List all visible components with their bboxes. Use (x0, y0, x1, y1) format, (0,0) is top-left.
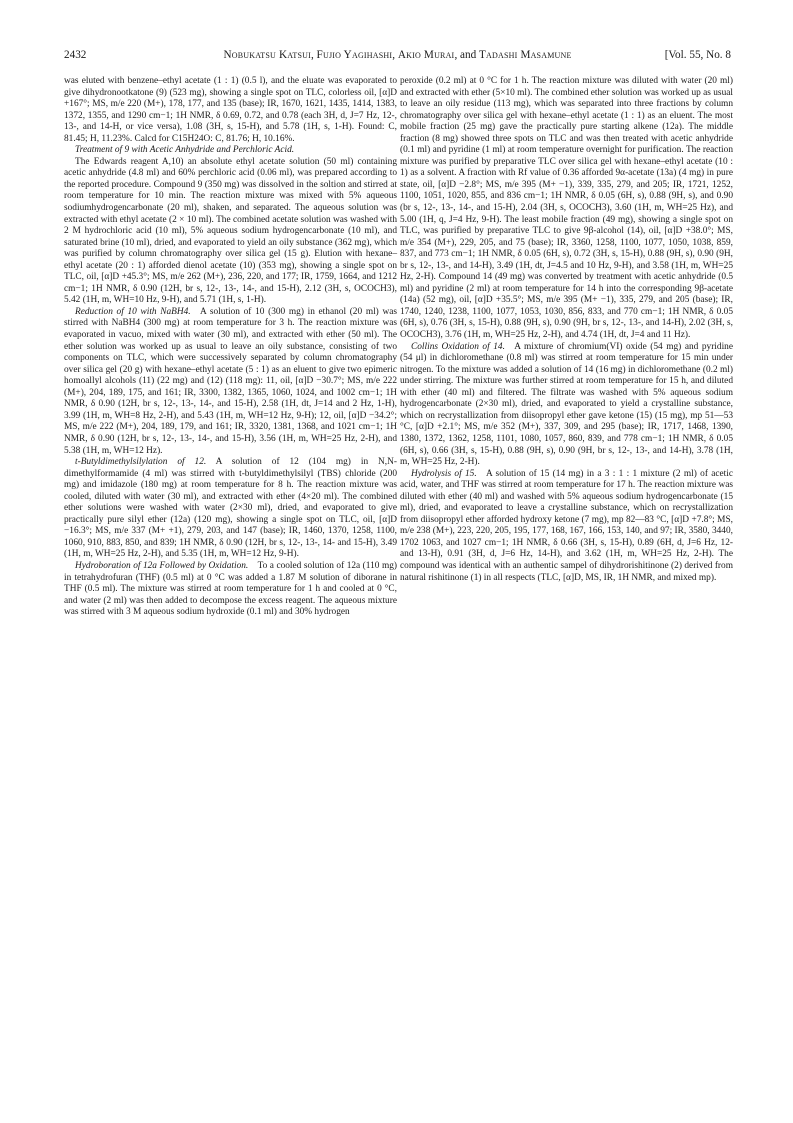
paragraph (64, 145, 397, 157)
right-column (400, 76, 733, 584)
body-text: A solution of 10 (300 mg) in ethanol (20 ml) was stirred with NaBH4 (300 mg) at room temperature for 3 h. The reaction mixture was evaporated in vacuo, mixed with water (30 ml), and extracted with ether (50 ml). The ether solution was worked up as usual to leave an oily substance, consisting of two components on TLC, which were successively separated by column chromatography over silica gel (20 g) with hexane–ethyl acetate (5 : 1) as an eluent to give two epimeric homoallyl alcohols (11) (22 mg) and (12) (118 mg): 11, oil, [α]D −30.7°; MS, m/e 222 (M+), 204, 189, 175, and 161; IR, 3300, 1382, 1365, 1060, 1024, and 1002 cm−1; 1H NMR, δ 0.90 (12H, br s, 12-, 13-, 14-, and 15-H), 2.58 (1H, dt, J=14 and 2 Hz, 1-H), 3.99 (1H, m, WH=8 Hz, 2-H), and 5.43 (1H, m, WH=12 Hz, 9-H); 12, oil, [α]D −34.2°; MS, m/e 222 (M+), 204, 189, 179, and 161; IR, 3320, 1381, 1368, and 1021 cm−1; 1H NMR, δ 0.90 (12H, br s, 12-, 13-, 14-, and 15-H), 3.56 (1H, m, WH=25 Hz, 2-H), and 5.38 (1H, m, WH=12 Hz). (64, 306, 397, 456)
body-text: A solution of 15 (14 mg) in a 3 : 1 : 1 mixture (2 ml) of acetic acid, water, and THF was stirred at room temperature for 17 h. The reaction mixture was diluted with ether (40 ml) and washed with 5% aqueous sodium hydrogencarbonate (15 ml), dried, and evaporated to leave a crystalline substance, which on recrystallization from diisopropyl ether afforded hydroxy ketone (7 mg), mp 82—83 °C, [α]D +7.8°; MS, m/e 238 (M+), 223, 220, 205, 195, 177, 168, 167, 166, 153, 140, and 97; IR, 3580, 3440, 1702 1063, and 1027 cm−1; 1H NMR, δ 0.66 (3H, s, 15-H), 0.89 (6H, d, J=6 Hz, 12- and 13-H), 0.91 (3H, d, J=6 Hz, 14-H), and 3.62 (1H, m, WH=25 Hz, 2-H). The compound was identical with an authentic sampel of dihydrorishitinone (2) derived from natural rishitinone (1) in all respects (TLC, [α]D, MS, IR, 1H NMR, and mixed mp). (400, 468, 734, 583)
running-header (64, 47, 731, 63)
page-number: 2432 (64, 49, 87, 61)
continued-paragraph (64, 76, 397, 145)
section-heading: t-Butyldimethylsilylation of 12. (75, 457, 207, 468)
author-separator: , (310, 49, 317, 61)
paragraph (64, 457, 397, 561)
paragraph (64, 307, 397, 457)
author-line (64, 47, 731, 63)
paragraph (400, 469, 733, 584)
section-heading: Hydrolysis of 15. (411, 468, 477, 479)
author-name: Akio Murai (397, 49, 455, 61)
body-text: To a cooled solution of 12a (110 mg) in tetrahydrofuran (THF) (0.5 ml) at 0 °C was added a 1.87 M solution of diborane in THF (0.5 ml). The mixture was stirred at room temperature for 1 h and cooled at 0 °C, and water (2 ml) was then added to decompose the excess reagent. The aqueous mixture was stirred with 3 M aqueous sodium hydroxide (0.1 ml) and 30% hydrogen (64, 560, 397, 618)
body-text: peroxide (0.2 ml) at 0 °C for 1 h. The reaction mixture was diluted with water (20 ml) and extracted with ether (5×10 ml). The combined ether solution was worked up as usual to leave an oily residue (113 mg), which was separated into three fractions by column chromatography over silica gel with hexane–ethyl acetate (1 : 1) as an eluent. The most mobile fraction (25 mg) gave the practically pure starting alkene (12a). The middle fraction (8 mg) showed three spots on TLC and was then treated with acetic anhydride (0.1 ml) and pyridine (1 ml) at room temperature overnight for purification. The reaction mixture was purified by preparative TLC over silica gel with hexane–ethyl acetate (10 : 1) as a solvent. A fraction with Rf value of 0.36 afforded 9α-acetate (13a) (4 mg) in pure state, oil, [α]D −2.8°; MS, m/e 395 (M+ −1), 339, 335, 279, and 205; IR, 1721, 1252, 1100, 1051, 1020, 855, and 836 cm−1; 1H NMR, δ 0.05 (6H, s), 0.88 (9H, s), and 0.90 (br s, 12-, 13-, 14-, and 15-H), 2.04 (3H, s, OCOCH3), 3.60 (1H, m, WH=25 Hz), and 5.00 (1H, q, J=4 Hz, 9-H). The least mobile fraction (49 mg), showing a single spot on TLC, was purified by preparative TLC to give 9β-alcohol (14), oil, [α]D +38.0°; MS, m/e 354 (M+), 229, 205, and 75 (base); IR, 3360, 1258, 1100, 1077, 1050, 1038, 859, 837, and 773 cm−1; 1H NMR, δ 0.05 (6H, s), 0.72 (3H, s, 15-H), 0.88 (9H, s), 0.90 (9H, br s, 12-, 13-, and 14-H), 3.49 (1H, dt, J=4.5 and 10 Hz, 9-H), and 3.58 (1H, m, WH=25 Hz, 2-H). Compound 14 (49 mg) was converted by treatment with acetic anhydride (0.5 ml) and pyridine (2 ml) at room temperature for 14 h into the corresponding 9β-acetate (14a) (52 mg), oil, [α]D +35.5°; MS, m/e 395 (M+ −1), 335, 279, and 205 (base); IR, 1740, 1240, 1238, 1100, 1077, 1053, 1030, 856, 833, and 770 cm−1; 1H NMR, δ 0.05 (6H, s), 0.76 (3H, s, 15-H), 0.88 (9H, s), 0.90 (9H, br s, 12-, 13-, and 14-H), 2.02 (3H, s, OCOCH3), 3.76 (1H, m, WH=25 Hz, 2-H), and 4.74 (1H, dt, J=4 and 11 Hz). (400, 76, 733, 341)
section-heading: Reduction of 10 with NaBH4. (75, 306, 191, 317)
author-separator: , (392, 49, 398, 61)
section-heading: Treatment of 9 with Acetic Anhydride and Perchloric Acid. (75, 145, 295, 156)
author-name: Tadashi Masamune (478, 49, 572, 61)
paragraph (64, 561, 397, 619)
author-name: Fujio Yagihashi (316, 49, 393, 61)
section-heading: Collins Oxidation of 14. (411, 341, 505, 352)
author-separator: , and (454, 49, 479, 61)
paragraph (64, 157, 397, 307)
author-name: Nobukatsu Katsui (223, 49, 311, 61)
section-heading: Hydroboration of 12a Followed by Oxidation. (75, 560, 249, 571)
paragraph (400, 342, 733, 469)
volume-info: [Vol. 55, No. 8 (664, 49, 731, 61)
continued-paragraph (400, 76, 733, 342)
body-text: A mixture of chromium(VI) oxide (54 mg) and pyridine (54 μl) in dichloromethane (0.8 ml) was stirred at room temperature for 15 min under nitrogen. To the mixture was added a solution of 14 (16 mg) in dichloromethane (0.2 ml) under stirring. The mixture was further stirred at room temperature for 15 h, and diluted with ether (40 ml) and filtered. The filtrate was washed with 5% aqueous sodium hydrogencarbonate (2×30 ml), dried, and evaporated to yield a crystalline substance, which on recrystallization from diisopropyl ether gave ketone (15) (15 mg), mp 51—53 °C, [α]D +2.1°; MS, m/e 352 (M+), 337, 309, and 295 (base); IR, 1717, 1468, 1390, 1380, 1372, 1362, 1258, 1101, 1080, 1057, 860, 839, and 778 cm−1; 1H NMR, δ 0.05 (6H, s), 0.66 (3H, s, 15-H), 0.88 (9H, s), 0.90 (9H, br s, 12-, 13-, and 14-H), 3.78 (1H, m, WH=25 Hz, 2-H). (400, 341, 733, 468)
left-column (64, 76, 397, 619)
body-text: A solution of 12 (104 mg) in N,N-dimethylformamide (4 ml) was stirred with t-butyldimethylsilyl (TBS) chloride (200 mg) and imidazole (180 mg) at room temperature for 8 h. The reaction mixture was cooled, diluted with water (30 ml), and extracted with ether (4×20 ml). The combined ether solutions were washed with water (2×30 ml), dried, and evaporated to give practically pure silyl ether (12a) (120 mg), showing a single spot on TLC, oil, [α]D −16.3°; MS, m/e 337 (M+ +1), 279, 203, and 147 (base); IR, 1460, 1370, 1258, 1100, 1060, 910, 883, 850, and 839; 1H NMR, δ 0.90 (12H, br s, 12-, 13-, 14- and 15-H), 3.49 (1H, m, WH=25 Hz, 2-H), and 5.35 (1H, m, WH=12 Hz, 9-H). (64, 457, 398, 560)
body-text: The Edwards reagent A,10) an absolute ethyl acetate solution (50 ml) containing acetic anhydride (4.8 ml) and 60% perchloric acid (0.06 ml), was prepared according to the reported procedure. Compound 9 (350 mg) was dissolved in the soltion and stirred at room temperature for 10 min. The reaction mixture was mixed with 5% aqueous sodiumhydrogencarbonate (20 ml), shaken, and separated. The aqueous solution was extracted with ethyl acetate (2 × 10 ml). The combined acetate solution was washed with 2 M hydrochloric acid (10 ml), 5% aqueous sodium hydrogencarbonate (10 ml), and saturated brine (10 ml), dried, and evaporated to yield an oily substance (362 mg), which was purified by column chromatography over silica gel (15 g). Elution with hexane–ethyl acetate (20 : 1) afforded dienol acetate (10) (353 mg), showing a single spot on TLC, oil, [α]D +45.3°; MS, m/e 262 (M+), 236, 220, and 177; IR, 1759, 1664, and 1212 cm−1; 1H NMR, δ 0.90 (12H, br s, 12-, 13-, 14-, and 15-H), 2.12 (3H, s, OCOCH3), 5.42 (1H, m, WH=10 Hz, 9-H), and 5.71 (1H, s, 1-H). (64, 156, 397, 306)
body-text: was eluted with benzene–ethyl acetate (1 : 1) (0.5 l), and the eluate was evaporated to give dihydronootkatone (9) (523 mg), showing a single spot on TLC, colorless oil, [α]D +167°; MS, m/e 220 (M+), 178, 177, and 135 (base); IR, 1670, 1621, 1435, 1414, 1383, 1372, 1355, and 1290 cm−1; 1H NMR, δ 0.69, 0.72, and 0.78 (each 3H, d, J=7 Hz, 12-, 13-, and 14-H, or vice versa), 1.08 (3H, s, 15-H), and 5.78 (1H, s, 1-H). Found: C, 81.45; H, 11.23%. Calcd for C15H24O: C, 81.76; H, 10.16%. (64, 76, 397, 144)
